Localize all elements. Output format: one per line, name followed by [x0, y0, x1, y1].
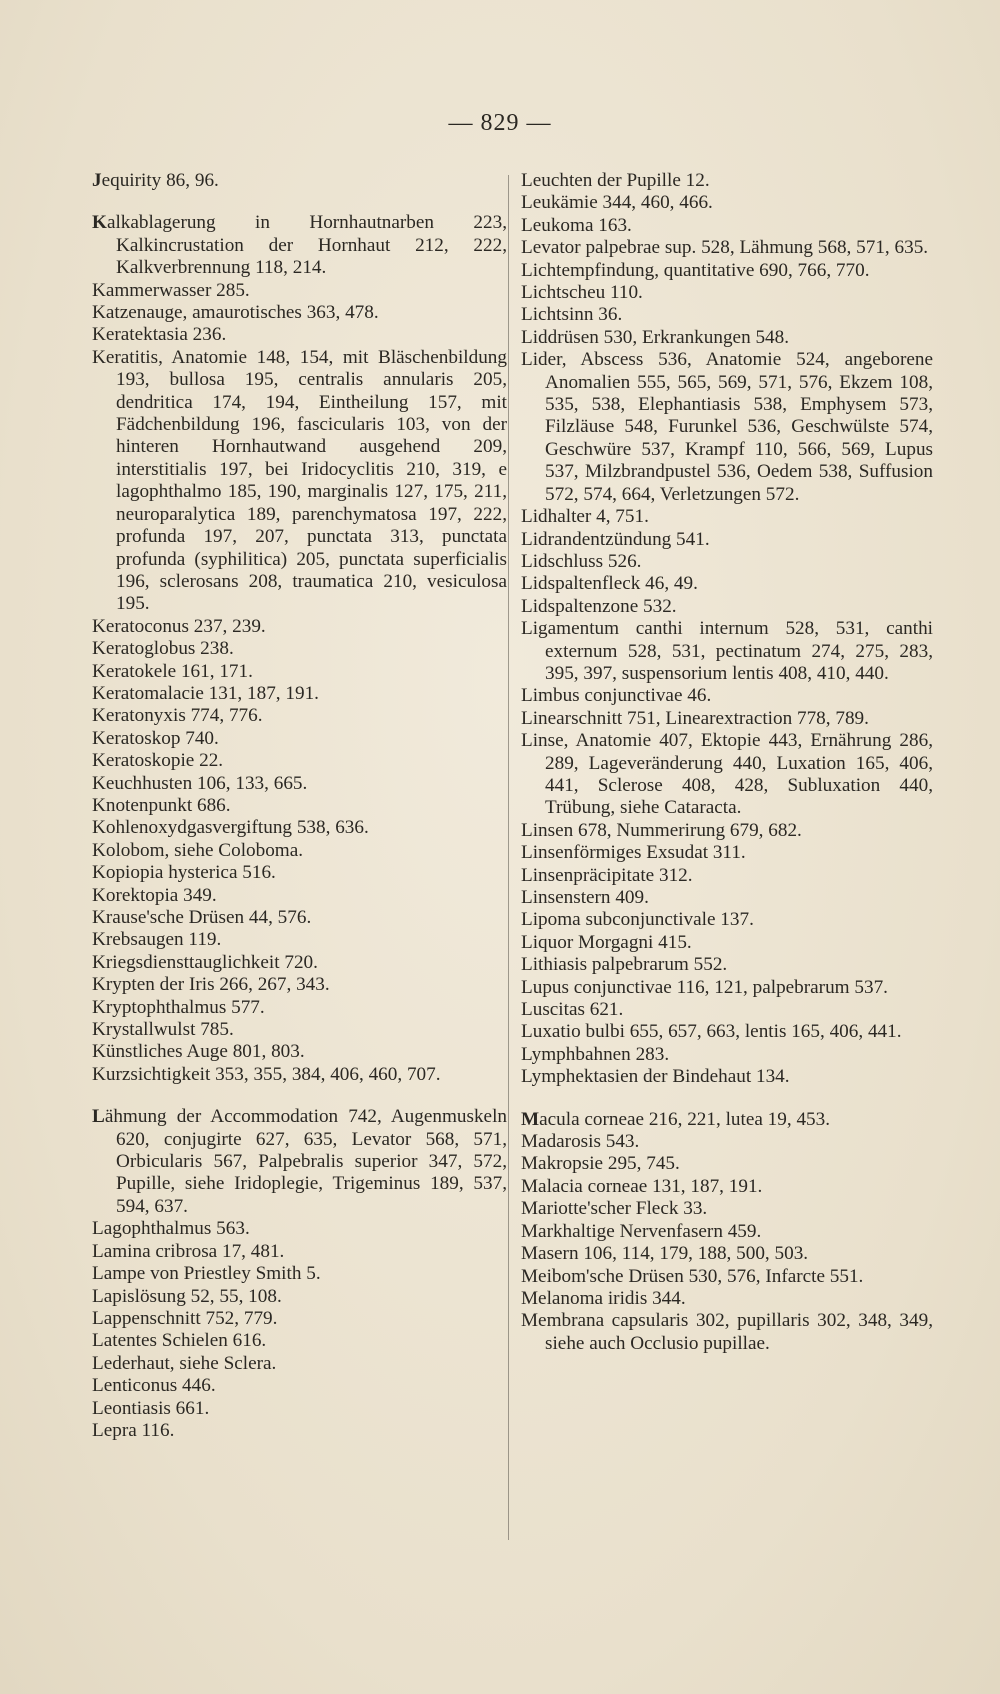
- index-entry: Membrana capsularis 302, pupillaris 302, 348, 349, siehe auch Occlusio pupillae.: [521, 1310, 933, 1354]
- index-entry: Macula corneae 216, 221, lutea 19, 453.: [521, 1108, 831, 1130]
- index-entry: Keuchhusten 106, 133, 665.: [92, 772, 308, 794]
- index-entry: Krause'sche Drüsen 44, 576.: [92, 907, 312, 928]
- index-entry: Lithiasis palpebrarum 552.: [521, 954, 728, 976]
- index-entry: Levator palpebrae sup. 528, Lähmung 568, 571, 635.: [521, 237, 929, 259]
- index-entry: Melanoma iridis 344.: [521, 1287, 686, 1309]
- index-entry: Kurzsichtigkeit 353, 355, 384, 406, 460, 707.: [92, 1063, 441, 1085]
- index-entry: Ligamentum canthi internum 528, 531, canthi externum 528, 531, pectinatum 274, 275, 283, 395, 397, suspensorium lentis 408, 410, 440.: [521, 618, 933, 684]
- section-gap: [92, 1086, 507, 1106]
- index-entry: Linsenförmiges Exsudat 311.: [521, 842, 746, 864]
- index-entry: Lidspaltenfleck 46, 49.: [521, 573, 698, 595]
- section-initial: J: [92, 170, 102, 191]
- index-entry: Keratoskop 740.: [92, 727, 219, 749]
- section-initial: L: [92, 1106, 105, 1128]
- index-entry: Lapislösung 52, 55, 108.: [92, 1285, 282, 1307]
- index-entry: Lähmung der Accommodation 742, Augenmuskeln 620, conjugirte 627, 635, Levator 568, 571, Orbicularis 567, Palpebralis superior 347, 572, Pupille, siehe Iridoplegie, Trigeminus 189, 537, 594, 637.: [92, 1106, 507, 1217]
- section-initial: K: [92, 212, 107, 234]
- index-entry: Lichtsinn 36.: [521, 304, 623, 326]
- index-entry: Lepra 116.: [92, 1419, 175, 1441]
- index-entry: Knotenpunkt 686.: [92, 794, 231, 816]
- section-gap: [521, 1089, 933, 1109]
- index-entry: Linearschnitt 751, Linearextraction 778, 789.: [521, 707, 869, 729]
- index-entry: Luxatio bulbi 655, 657, 663, lentis 165, 406, 441.: [521, 1021, 902, 1043]
- index-entry: Keratoconus 237, 239.: [92, 615, 266, 637]
- index-entry: Lichtscheu 110.: [521, 282, 643, 304]
- index-entry: Markhaltige Nervenfasern 459.: [521, 1220, 762, 1242]
- index-entry: Lappenschnitt 752, 779.: [92, 1307, 278, 1329]
- index-entry: Luscitas 621.: [521, 999, 624, 1021]
- index-entry: Leontiasis 661.: [92, 1397, 210, 1419]
- column-divider: [508, 175, 509, 1540]
- index-entry: Liddrüsen 530, Erkrankungen 548.: [521, 326, 790, 348]
- index-entry: Korektopia 349.: [92, 884, 217, 906]
- section-initial: M: [521, 1108, 540, 1130]
- index-entry: Linsenstern 409.: [521, 887, 649, 908]
- page-number: — 829 —: [448, 110, 552, 136]
- index-entry: Kammerwasser 285.: [92, 279, 250, 301]
- index-entry: Lampe von Priestley Smith 5.: [92, 1263, 321, 1285]
- index-entry: Limbus conjunctivae 46.: [521, 685, 712, 707]
- index-entry: Lagophthalmus 563.: [92, 1218, 250, 1240]
- index-entry: Lidrandentzündung 541.: [521, 528, 710, 550]
- index-entry: Lupus conjunctivae 116, 121, palpebrarum 537.: [521, 976, 888, 998]
- index-entry: Keratomalacie 131, 187, 191.: [92, 682, 319, 704]
- index-entry: Makropsie 295, 745.: [521, 1153, 680, 1175]
- index-entry: Lymphektasien der Bindehaut 134.: [521, 1066, 790, 1088]
- section-gap: [92, 192, 507, 212]
- index-entry: Lichtempfindung, quantitative 690, 766, 770.: [521, 259, 870, 281]
- index-entry: Kryptophthalmus 577.: [92, 996, 265, 1018]
- index-entry: Linsenpräcipitate 312.: [521, 864, 693, 886]
- index-entry: Lederhaut, siehe Sclera.: [92, 1352, 277, 1374]
- index-entry: Leuchten der Pupille 12.: [521, 170, 710, 191]
- index-entry: Linsen 678, Nummerirung 679, 682.: [521, 819, 802, 841]
- index-entry: Keratektasia 236.: [92, 324, 227, 346]
- index-entry: Lidhalter 4, 751.: [521, 506, 649, 528]
- index-entry: Kriegsdiensttauglichkeit 720.: [92, 951, 318, 973]
- index-entry: Krystallwulst 785.: [92, 1019, 234, 1041]
- index-entry: Krypten der Iris 266, 267, 343.: [92, 974, 330, 996]
- index-entry: Kohlenoxydgasvergiftung 538, 636.: [92, 817, 369, 839]
- index-entry: Krebsaugen 119.: [92, 929, 222, 951]
- index-entry: Liquor Morgagni 415.: [521, 931, 692, 953]
- index-entry: Lymphbahnen 283.: [521, 1043, 670, 1065]
- index-entry: Keratitis, Anatomie 148, 154, mit Bläschenbildung 193, bullosa 195, centralis annularis 205, dendritica 174, 194, Eintheilung 157, mit Fädchenbildung 196, fascicularis 103, von der hinteren Hornhautwand ausgehend 209, interstitialis 197, bei Iridocyclitis 210, 319, e lagophthalmo 185, 190, marginalis 127, 175, 211, neuroparalytica 189, parenchymatosa 197, 222, profunda 197, 207, punctata 313, punctata profunda (syphilitica) 205, punctata superficialis 196, sclerosans 208, traumatica 210, vesiculosa 195.: [92, 346, 507, 615]
- index-entry: Kalkablagerung in Hornhautnarben 223, Kalkincrustation der Hornhaut 212, 222, Kalkverbrennung 118, 214.: [92, 212, 507, 279]
- index-entry: Lidspaltenzone 532.: [521, 595, 677, 617]
- index-entry: Lidschluss 526.: [521, 550, 642, 572]
- index-entry: Leukoma 163.: [521, 214, 632, 236]
- index-entry: Madarosis 543.: [521, 1131, 640, 1153]
- index-column-left: [92, 170, 507, 1442]
- index-entry: Keratoskopie 22.: [92, 750, 224, 772]
- index-entry: Kopiopia hysterica 516.: [92, 862, 276, 884]
- index-entry: Künstliches Auge 801, 803.: [92, 1041, 305, 1063]
- index-entry: Leukämie 344, 460, 466.: [521, 192, 713, 214]
- index-entry: Kolobom, siehe Coloboma.: [92, 839, 304, 861]
- index-entry: Linse, Anatomie 407, Ektopie 443, Ernährung 286, 289, Lageveränderung 440, Luxation 165, 406, 441, Sclerose 408, 428, Subluxation 440, Trübung, siehe Cataracta.: [521, 730, 933, 819]
- index-entry: Katzenauge, amaurotisches 363, 478.: [92, 302, 379, 324]
- index-entry: Keratoglobus 238.: [92, 638, 234, 660]
- index-entry: Meibom'sche Drüsen 530, 576, Infarcte 551.: [521, 1265, 864, 1287]
- index-entry: Masern 106, 114, 179, 188, 500, 503.: [521, 1243, 809, 1265]
- index-entry: Lenticonus 446.: [92, 1375, 216, 1397]
- index-entry: Lider, Abscess 536, Anatomie 524, angeborene Anomalien 555, 565, 569, 571, 576, Ekzem 108, 535, 538, Elephantiasis 538, Emphysem 573, Filzläuse 548, Furunkel 536, Geschwülste 574, Geschwüre 537, Krampf 110, 566, 569, Lupus 537, Milzbrandpustel 536, Oedem 538, Suffusion 572, 574, 664, Verletzungen 572.: [521, 349, 933, 505]
- index-entry: Mariotte'scher Fleck 33.: [521, 1198, 708, 1220]
- index-entry: Malacia corneae 131, 187, 191.: [521, 1175, 763, 1197]
- index-entry: Latentes Schielen 616.: [92, 1330, 267, 1352]
- index-column-right: [521, 170, 933, 1355]
- index-entry: Lipoma subconjunctivale 137.: [521, 909, 754, 931]
- index-entry: Keratokele 161, 171.: [92, 660, 253, 682]
- index-entry: Jequirity 86, 96.: [92, 170, 219, 191]
- index-entry: Lamina cribrosa 17, 481.: [92, 1240, 285, 1262]
- index-entry: Keratonyxis 774, 776.: [92, 705, 263, 727]
